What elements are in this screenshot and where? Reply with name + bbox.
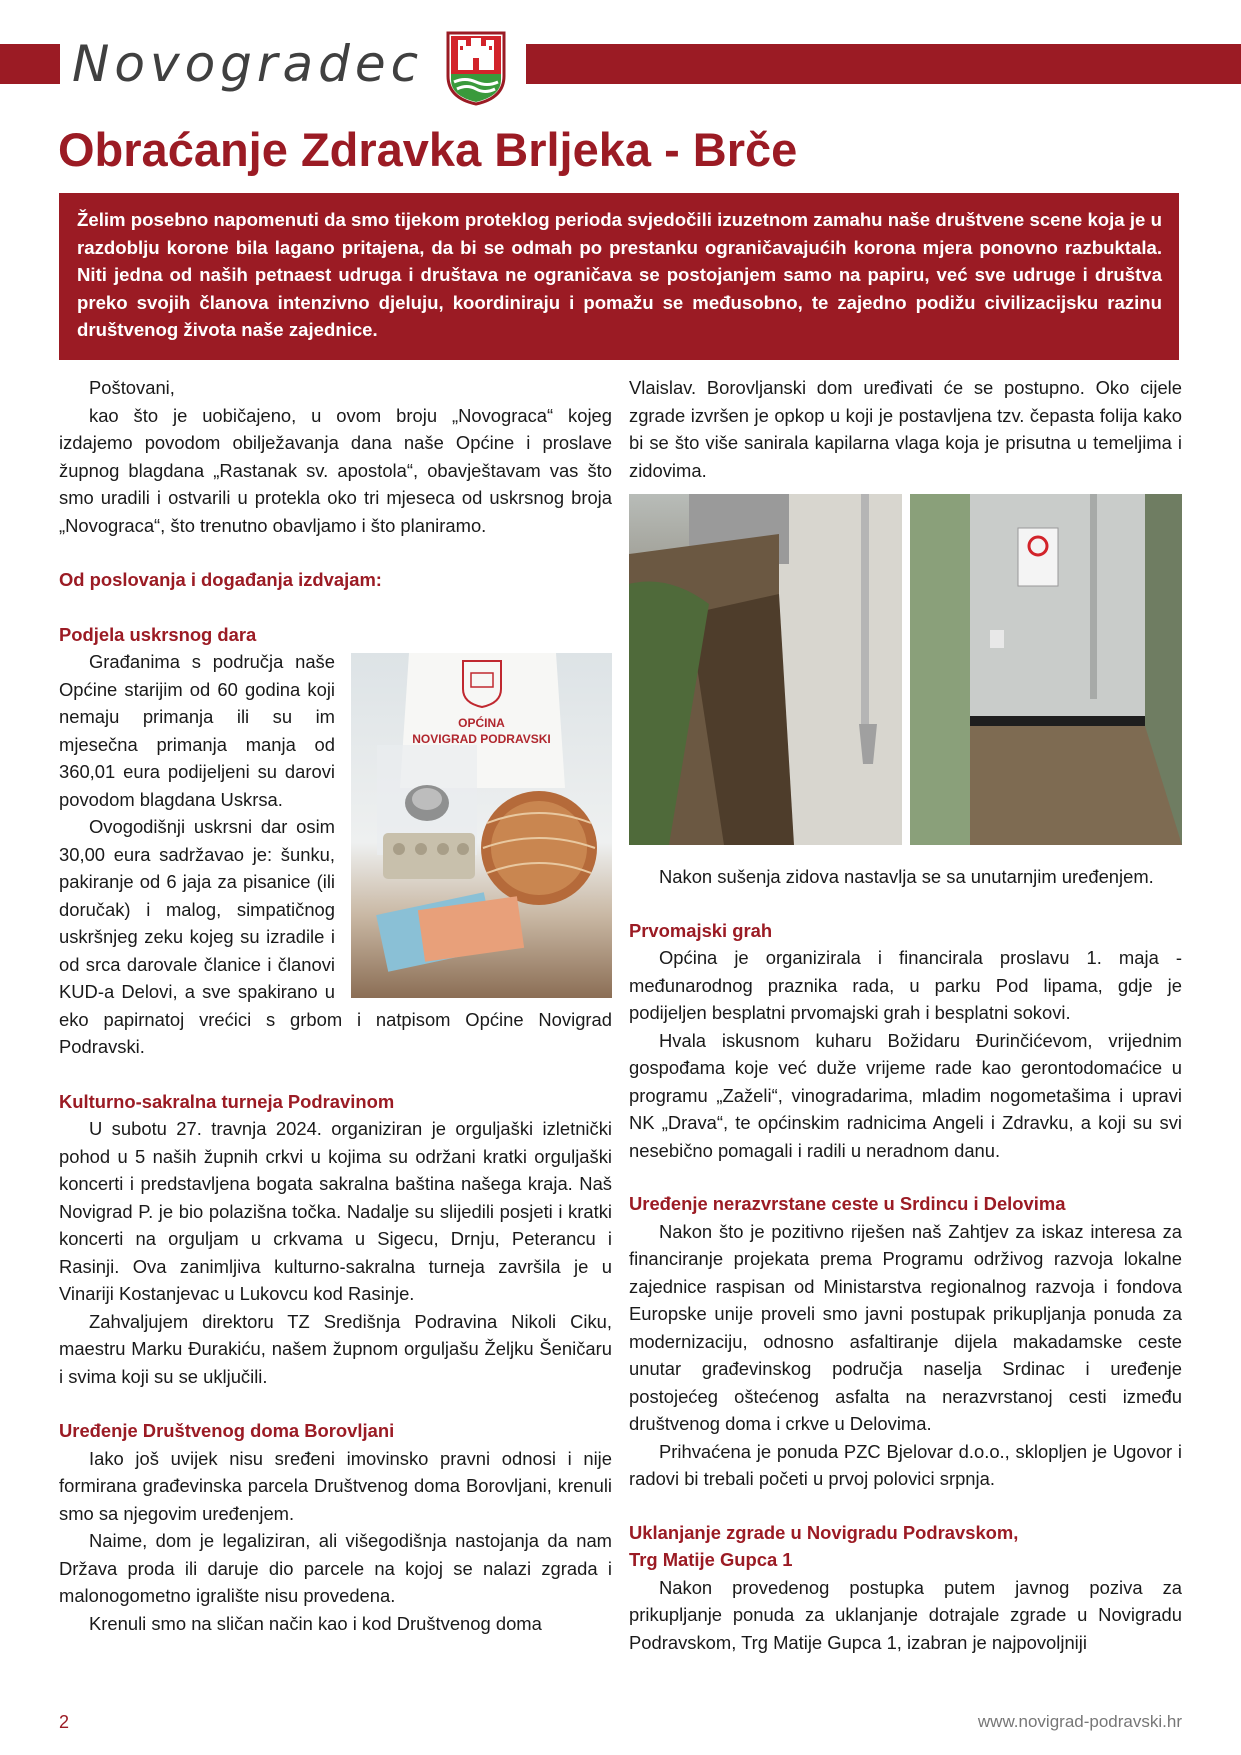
right-column [629,374,1182,1656]
road-paragraph-1: Nakon što je pozitivno riješen naš Zahtjev za iskaz interesa za financiranje projekata prema Programu održivog razvoja lokalne zajednice raspisan od Ministarstva regionalnog razvoja i fondova Europske unije proveli smo javni postupak prikupljanja ponuda za modernizaciju, odnosno asfaltiranje dijela makadamske ceste unutar građevinskog područja naselja Srdinac i uređenje postojećeg oštećenog asfalta na nerazvrstanoj cesti između društvenog doma i crkve u Delovima. [629,1220,1182,1434]
left-column [59,374,612,1637]
building-photos [629,494,1182,845]
section-heading: Od poslovanja i događanja izdvajam: [59,569,382,590]
may-day-paragraph-2: Hvala iskusnom kuharu Božidaru Đurinčićevom, vrijednim gospođama koje već duže vrijeme rade kao gerontodomaćice u programu „Zaželi“, vinogradarima, mladim nogometašima i upravi NK „Drava“, te općinskim radnicima Angeli i Zdravku, a koji su svi nesebično pomagali i radili u neradnom danu. [629,1029,1182,1161]
road-heading: Uređenje nerazvrstane ceste u Srdincu i Delovima [629,1193,1066,1214]
footer-url[interactable]: www.novigrad-podravski.hr [977,1712,1182,1731]
article-title: Obraćanje Zdravka Brljeka - Brče [58,123,798,176]
demolition-heading-line-2: Trg Matije Gupca 1 [629,1549,793,1570]
may-day-heading: Prvomajski grah [629,919,773,941]
cultural-tour-paragraph-2: Zahvaljujem direktoru TZ Središnja Podravina Nikoli Ciku, maestru Marku Đurakiću, našem župnom orguljašu Željku Šeničaru i svima koji su se uključili. [59,1310,612,1387]
wall-photo [910,494,1182,845]
bag-label-line-1: OPĆINA [458,716,505,730]
after-drying-paragraph: Nakon sušenja zidova nastavlja se sa unutarnjim uređenjem. [659,866,1154,887]
community-home-heading: Uređenje Društvenog doma Borovljani [59,1420,395,1441]
community-home-paragraph-1: Iako još uvijek nisu sređeni imovinsko pravni odnosi i nije formirana građevinska parcela Društvenog doma Borovljani, krenuli smo sa njegovim uređenjem. [59,1447,612,1524]
continuation-paragraph: Vlaislav. Borovljanski dom uređivati će se postupno. Oko cijele zgrade izvršen je opkop u koji je postavljena tzv. čepasta folija kako bi se što više sanirala kapilarna vlaga koja je prisutna u temeljima i zidovima. [629,377,1182,481]
easter-gift-photo [351,653,612,998]
cultural-tour-heading: Kulturno-sakralna turneja Podravinom [59,1090,395,1112]
easter-gift-paragraph-2: Ovogodišnji uskrsni dar osim 30,00 eura sadržavao je: šunku, pakiranje od 6 jaja za pisanice (ili doručak) i malog, simpatičnog uskršnjeg zeku kojeg su izradile i od srca darovale članice i članovi KUD-a Delovi, a sve spakirano u eko papirnatoj vrećici s grbom i natpisom Općine Novigrad Podravski. [59,816,612,1057]
page-number: 2 [59,1712,70,1732]
bag-label [351,715,612,747]
easter-gift-paragraph-1: Građanima s područja naše Općine starijim od 60 godina koji nemaju primanja ili su im mjesečna primanja manja od 360,01 eura podijeljeni su darovi povodom blagdana Uskrsa. [59,651,335,810]
cultural-tour-paragraph-1: U subotu 27. travnja 2024. organiziran je orguljaški izletnički pohod u 5 naših župnih crkvi u kojima su održani kratki orguljaški koncerti i predstavljena bogata sakralna baština našega kraja. Naš Novigrad P. je bio polazišna točka. Nadalje su slijedili posjeti i kratki koncerti na orguljam u crkvama u Sigecu, Drnju, Peterancu i Rasinji. Ova zanimljiva kulturno-sakralna turneja završila je u Vinariji Kostanjevac u Lukovcu kod Rasinje. [59,1118,612,1304]
trench-illustration [629,494,902,845]
coat-of-arms-icon [445,30,507,106]
bag-label-line-2: NOVIGRAD PODRAVSKI [412,732,551,746]
masthead-bar-left [0,44,60,84]
lead-paragraph: Želim posebno napomenuti da smo tijekom proteklog perioda svjedočili izuzetnom zamahu naše društvene scene koja je u razdoblju korone bila lagano pritajena, da bi se odmah po prestanku ograničavajućih korona mjera ponovno razbuktala. Niti jedna od naših petnaest udruga i društava ne ograničava se postojanjem samo na papiru, već sve udruge i društva preko svojih članova intenzivno djeluju, koordiniraju i pomažu se međusobno, te zajedno podižu civilizacijsku razinu društvenog života naše zajednice. [59,193,1179,360]
road-paragraph-2: Prihvaćena je ponuda PZC Bjelovar d.o.o., sklopljen je Ugovor i radovi bi trebali početi u prvoj polovici srpnja. [629,1440,1182,1489]
intro-paragraph: kao što je uobičajeno, u ovom broju „Novograca“ kojeg izdajemo povodom obilježavanja dana naše Općine i proslave župnog blagdana „Rastanak sv. apostola“, obavještavam vas što smo uradili i ostvarili u protekla oko tri mjeseca od uskrsnog broja „Novograca“, što trenutno obavljamo i što planiramo. [59,404,612,536]
may-day-paragraph-1: Općina je organizirala i financirala proslavu 1. maja - međunarodnog praznika rada, u parku Pod lipama, gdje je podijeljen besplatni prvomajski grah i besplatni sokovi. [629,947,1182,1023]
trench-photo [629,494,902,845]
wall-illustration [910,494,1182,845]
masthead-title: Novogradec [72,35,424,93]
gift-package-illustration [351,653,612,998]
demolition-paragraph-1: Nakon provedenog postupka putem javnog poziva za prikupljanje ponuda za uklanjanje dotrajale zgrade u Novigradu Podravskom, Trg Matije Gupca 1, izabran je najpovoljniji [629,1576,1182,1653]
community-home-paragraph-3: Krenuli smo na sličan način kao i kod Društvenog doma [89,1612,542,1634]
easter-gift-heading: Podjela uskrsnog dara [59,623,257,645]
greeting: Poštovani, [89,377,175,398]
community-home-paragraph-2: Naime, dom je legaliziran, ali višegodišnja nastojanja da nam Država proda ili daruje dio parcele na kojoj se nalazi zgrada i malonogometno igralište nisu provedena. [59,1530,612,1606]
masthead-bar-right [526,44,1241,84]
demolition-heading-line-1: Uklanjanje zgrade u Novigradu Podravskom, [629,1521,1019,1543]
